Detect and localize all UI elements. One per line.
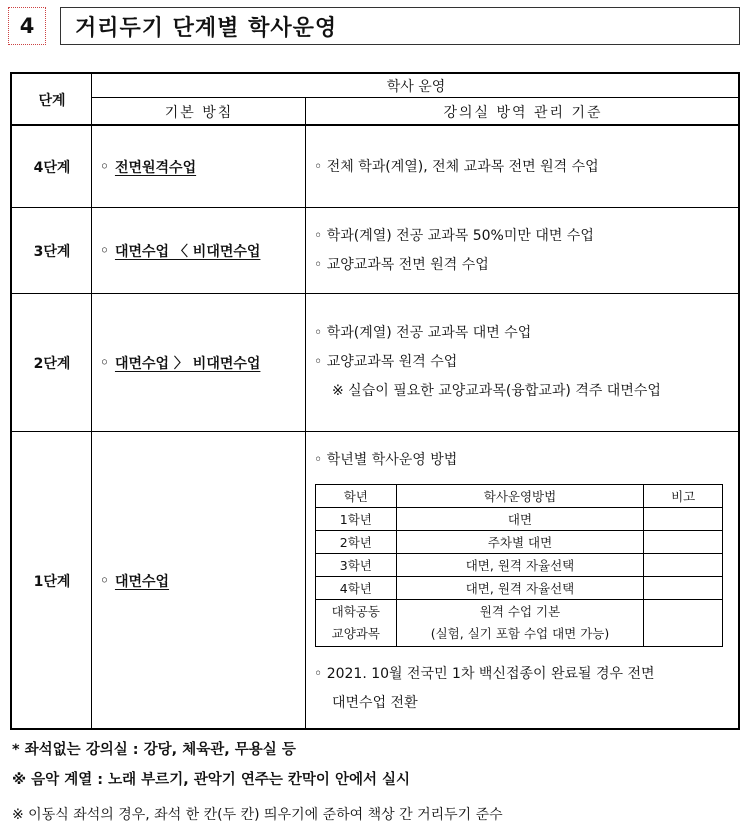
col-header: 학년 bbox=[316, 485, 397, 508]
note-cell bbox=[644, 600, 723, 647]
method-cell: 대면, 원격 자율선택 bbox=[396, 577, 644, 600]
stage-2: 2단계 bbox=[33, 356, 71, 372]
method-cell: 주차별 대면 bbox=[396, 531, 644, 554]
method-line: 원격 수업 기본 bbox=[479, 604, 561, 619]
note-cell bbox=[644, 577, 723, 600]
col-header: 비고 bbox=[644, 485, 723, 508]
rule-1-intro: ◦ 학년별 학사운영 방법 bbox=[314, 452, 458, 468]
bullet: ◦ bbox=[100, 573, 109, 589]
basic-2 bbox=[92, 294, 306, 432]
table-row bbox=[316, 508, 723, 531]
year-cell bbox=[316, 600, 397, 647]
basic-text: 대면수업 〉 비대면수업 bbox=[114, 356, 261, 372]
rule-line: ◦ 전체 학과(계열), 전체 교과목 전면 원격 수업 bbox=[314, 158, 599, 175]
stage-4: 4단계 bbox=[33, 160, 71, 176]
rule-line: ◦ 2021. 10월 전국민 1차 백신접종이 완료될 경우 전면 bbox=[314, 666, 655, 682]
note-cell bbox=[644, 554, 723, 577]
year-cell: 1학년 bbox=[316, 508, 397, 531]
basic-1 bbox=[92, 432, 306, 730]
stage-3: 3단계 bbox=[33, 244, 71, 260]
basic-text: 대면수업 bbox=[114, 574, 170, 590]
table-row bbox=[316, 485, 723, 508]
table-row bbox=[316, 600, 723, 647]
rule-line: ◦ 교양교과목 전면 원격 수업 bbox=[314, 257, 489, 273]
header-basic: 기본 방침 bbox=[164, 104, 234, 121]
operation-table bbox=[10, 72, 740, 730]
method-cell: 대면, 원격 자율선택 bbox=[396, 554, 644, 577]
stage-1: 1단계 bbox=[33, 574, 71, 590]
note-cell bbox=[644, 531, 723, 554]
header-stage: 단계 bbox=[38, 93, 66, 109]
table-row bbox=[316, 577, 723, 600]
rule-2 bbox=[306, 319, 740, 406]
table-row bbox=[316, 531, 723, 554]
basic-text: 대면수업 〈 비대면수업 bbox=[114, 244, 261, 260]
basic-text: 전면원격수업 bbox=[114, 160, 197, 176]
year-cell: 2학년 bbox=[316, 531, 397, 554]
year-line: 교양과목 bbox=[331, 626, 380, 641]
rule-line: ◦ 학과(계열) 전공 교과목 50%미만 대면 수업 bbox=[314, 228, 594, 244]
method-line: (실험, 실기 포함 수업 대면 가능) bbox=[430, 626, 610, 641]
section-header bbox=[8, 7, 738, 47]
rule-line: 대면수업 전환 bbox=[332, 695, 418, 711]
note-movable-seats: ※ 이동식 좌석의 경우, 좌석 한 칸(두 칸) 띄우기에 준하여 책상 간 거리두기 준수 bbox=[12, 807, 503, 823]
rule-line: ※ 실습이 필요한 교양교과목(융합교과) 격주 대면수업 bbox=[332, 383, 661, 399]
bullet: ◦ bbox=[100, 159, 109, 175]
header-rule: 강의실 방역 관리 기준 bbox=[443, 104, 603, 121]
col-header: 학사운영방법 bbox=[396, 485, 644, 508]
year-cell: 3학년 bbox=[316, 554, 397, 577]
year-line: 대학공동 bbox=[331, 604, 380, 619]
method-cell bbox=[396, 600, 644, 647]
note-seatless: * 좌석없는 강의실 : 강당, 체육관, 무용실 등 bbox=[12, 742, 296, 758]
basic-4 bbox=[92, 126, 306, 208]
bullet: ◦ bbox=[100, 355, 109, 371]
section-number: 4 bbox=[8, 7, 46, 45]
note-music: ※ 음악 계열 : 노래 부르기, 관악기 연주는 칸막이 안에서 실시 bbox=[12, 772, 411, 788]
rule-line: ◦ 학과(계열) 전공 교과목 대면 수업 bbox=[314, 325, 532, 341]
header-group: 학사 운영 bbox=[386, 79, 446, 95]
basic-3 bbox=[92, 208, 306, 294]
section-title: 거리두기 단계별 학사운영 bbox=[60, 7, 740, 45]
rule-3 bbox=[306, 222, 740, 280]
table-row bbox=[316, 554, 723, 577]
rule-line: ◦ 교양교과목 원격 수업 bbox=[314, 354, 458, 370]
year-table bbox=[315, 484, 723, 647]
method-cell: 대면 bbox=[396, 508, 644, 531]
note-cell bbox=[644, 508, 723, 531]
rule-4 bbox=[306, 126, 740, 208]
bullet: ◦ bbox=[100, 243, 109, 259]
year-cell: 4학년 bbox=[316, 577, 397, 600]
rule-1-outro bbox=[306, 660, 740, 718]
